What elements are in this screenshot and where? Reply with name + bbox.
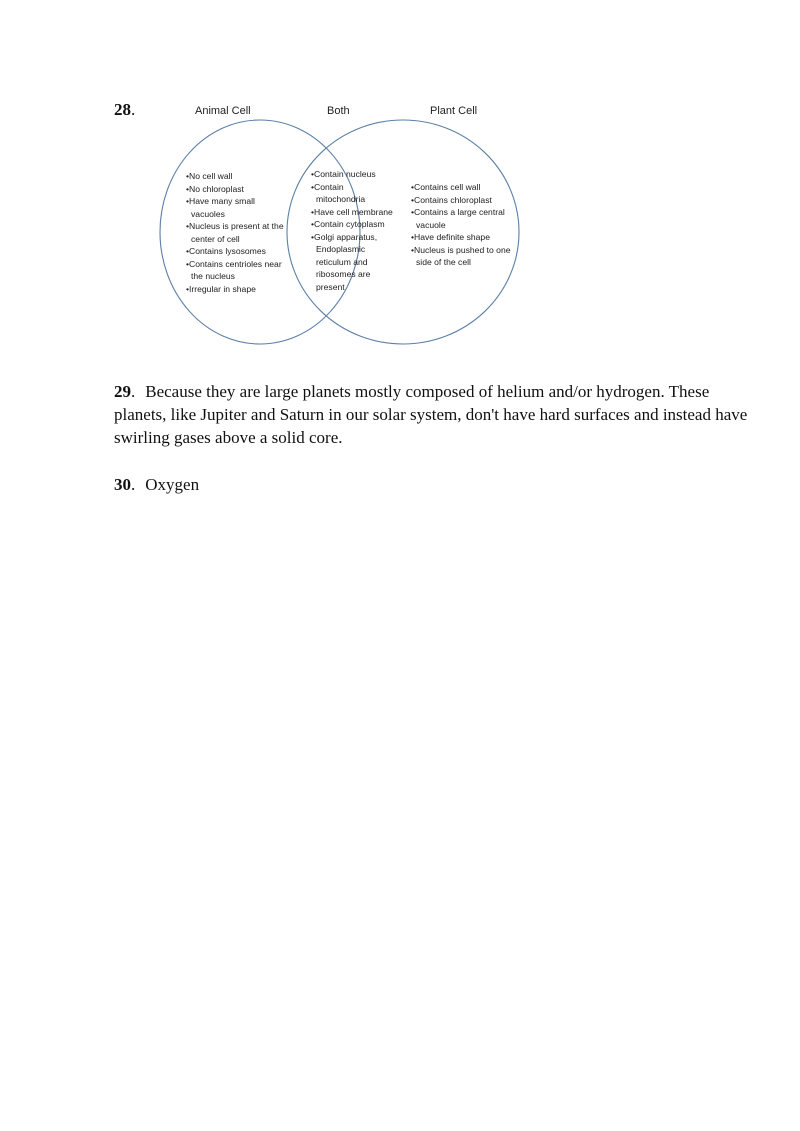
question-30-answer xyxy=(114,473,754,496)
question-30-text: Oxygen xyxy=(145,475,200,494)
plant-cell-list xyxy=(411,181,511,269)
both-item: • Have cell membrane xyxy=(311,206,393,219)
plant-cell-item: • Contains cell wall xyxy=(411,181,511,194)
animal-cell-item: • Nucleus is present at the center of cell xyxy=(186,220,286,245)
question-29-number: 29 xyxy=(114,382,131,401)
both-item: • Contain mitochondria xyxy=(311,181,393,206)
animal-cell-item: • Have many small vacuoles xyxy=(186,195,286,220)
animal-cell-item: • No chloroplast xyxy=(186,183,286,196)
animal-cell-item: • No cell wall xyxy=(186,170,286,183)
question-30-suffix: . xyxy=(131,475,136,494)
both-item: • Contain nucleus xyxy=(311,168,393,181)
question-30-number: 30 xyxy=(114,475,131,494)
animal-cell-item: • Irregular in shape xyxy=(186,283,286,296)
both-list xyxy=(311,168,393,293)
plant-cell-item: • Contains chloroplast xyxy=(411,194,511,207)
question-29-answer xyxy=(114,380,754,449)
animal-cell-item: • Contains lysosomes xyxy=(186,245,286,258)
question-28-number: 28 xyxy=(114,100,131,119)
question-28-label xyxy=(114,100,135,120)
both-item: • Contain cytoplasm xyxy=(311,218,393,231)
question-29-text: Because they are large planets mostly composed of helium and/or hydrogen. These planets, like Jupiter and Saturn in our solar system, don't have hard surfaces and instead have swirling gases above a solid core. xyxy=(114,382,748,447)
plant-cell-title: Plant Cell xyxy=(430,105,478,117)
plant-cell-item: • Nucleus is pushed to one side of the cell xyxy=(411,244,511,269)
plant-cell-item: • Contains a large central vacuole xyxy=(411,206,511,231)
both-title: Both xyxy=(327,105,350,117)
both-item: • Golgi apparatus, Endoplasmic reticulum and ribosomes are present xyxy=(311,231,393,294)
venn-diagram xyxy=(150,95,530,355)
question-28-suffix: . xyxy=(131,100,136,119)
question-29-suffix: . xyxy=(131,382,136,401)
animal-cell-item: • Contains centrioles near the nucleus xyxy=(186,258,286,283)
animal-cell-list xyxy=(186,170,286,295)
animal-cell-title: Animal Cell xyxy=(195,105,251,117)
plant-cell-item: • Have definite shape xyxy=(411,231,511,244)
